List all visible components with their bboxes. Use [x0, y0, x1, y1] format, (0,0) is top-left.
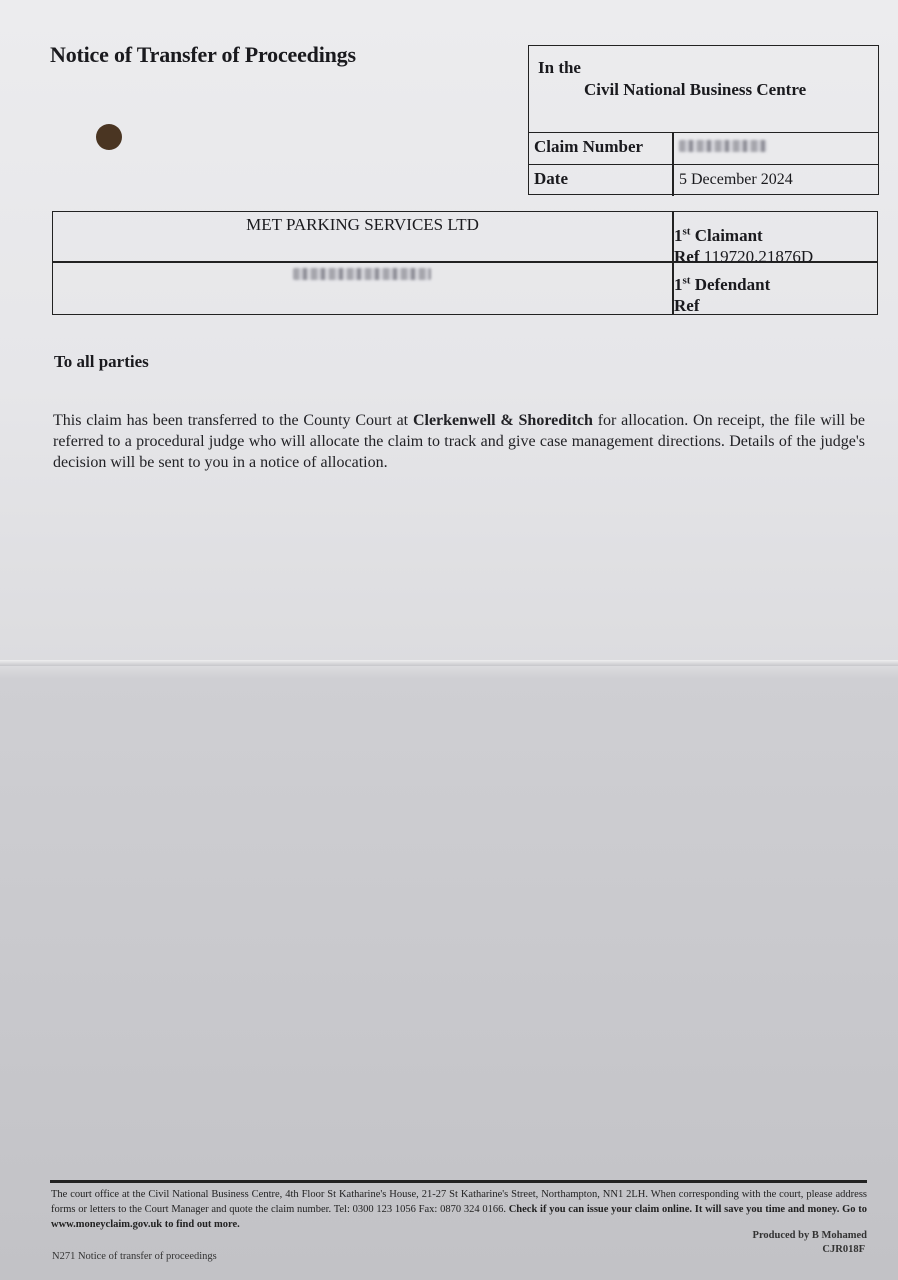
produced-by: Produced by B Mohamed — [752, 1230, 867, 1241]
defendant-ordinal: 1 — [674, 274, 683, 294]
court-name: Civil National Business Centre — [584, 80, 807, 99]
claim-number-divider — [672, 133, 674, 164]
defendant-ordinal-suffix: st — [682, 274, 691, 286]
claimant-role-label: Claimant — [694, 225, 763, 245]
date-label: Date — [534, 169, 568, 188]
footer-address: The court office at the Civil National Business Centre, 4th Floor St Katharine's House, 21-27 St Katharine's Street, Northampton, NN1 2LH. When corresponding with the court, please address forms or letters to the Court Manager and quote the claim number. Tel: 0300 123 1056 Fax: 0870 324 0166. — [51, 1189, 867, 1215]
defendant-name — [293, 267, 431, 285]
paragraph-rest: for allocation. On receipt, the file will be referred to a procedural judge who will allocate the claim to track and give case management directions. Details of the judge's decision will be sent to you in a notice of allocation. — [53, 412, 866, 471]
defendant-ref-label: Ref — [674, 295, 700, 315]
salutation: To all parties — [54, 352, 149, 371]
claimant-ordinal: 1 — [674, 225, 683, 245]
defendant-role — [674, 270, 770, 316]
form-name: N271 Notice of transfer of proceedings — [52, 1251, 217, 1262]
date-value: 5 December 2024 — [679, 171, 793, 188]
punch-hole — [96, 124, 122, 150]
date-row — [529, 164, 878, 196]
footer-online-note: Check if you can issue your claim online. It will save you time and money. Go to www.moneyclaim.gov.uk to find out more. — [51, 1204, 867, 1230]
claim-number-row — [529, 132, 878, 164]
paper-fold — [0, 660, 898, 666]
notice-paragraph — [53, 410, 865, 473]
claimant-ref-label: Ref — [674, 246, 700, 266]
transfer-court-name: Clerkenwell & Shoreditch — [412, 412, 593, 429]
claim-number-value — [679, 139, 767, 157]
redacted-defendant-name — [293, 268, 431, 280]
claimant-name: MET PARKING SERVICES LTD — [246, 215, 479, 234]
claimant-ref-value: 119720.21876D — [703, 246, 814, 266]
claim-number-label: Claim Number — [534, 137, 644, 156]
footer-text — [51, 1187, 867, 1232]
page-title: Notice of Transfer of Proceedings — [50, 42, 356, 67]
claimant-ordinal-suffix: st — [682, 225, 691, 237]
defendant-role-label: Defendant — [694, 274, 771, 294]
redacted-claim-number — [679, 140, 767, 152]
parties-table — [52, 211, 878, 315]
footer-rule — [50, 1180, 867, 1183]
claimant-role — [674, 221, 813, 267]
form-code: CJR018F — [822, 1244, 865, 1255]
paragraph-lead: This claim has been transferred to the County Court at — [53, 412, 413, 429]
court-box — [528, 45, 879, 195]
in-the-label: In the — [538, 58, 581, 77]
date-divider — [672, 165, 674, 196]
